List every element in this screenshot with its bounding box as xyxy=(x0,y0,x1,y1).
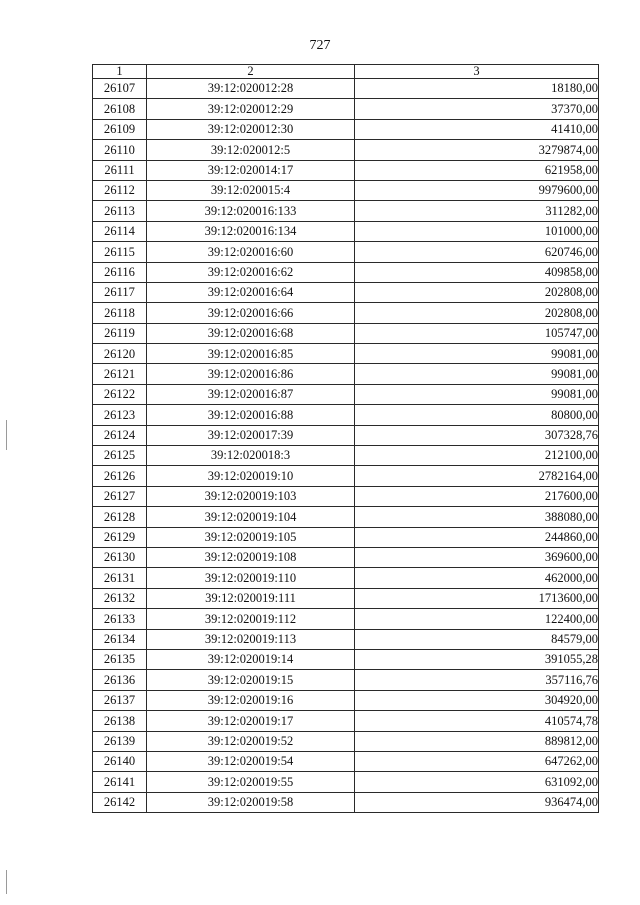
value-cell: 37370,00 xyxy=(355,99,599,119)
table-row xyxy=(93,344,599,364)
table-row xyxy=(93,201,599,221)
row-number-cell: 26138 xyxy=(93,711,147,731)
scan-margin-mark xyxy=(6,420,7,450)
cadastral-number-cell: 39:12:020019:58 xyxy=(147,792,355,812)
row-number-cell: 26116 xyxy=(93,262,147,282)
cadastral-number-cell: 39:12:020019:17 xyxy=(147,711,355,731)
row-number-cell: 26140 xyxy=(93,751,147,771)
table-row xyxy=(93,609,599,629)
value-cell: 244860,00 xyxy=(355,527,599,547)
column-header-value: 3 xyxy=(355,65,599,79)
row-number-cell: 26139 xyxy=(93,731,147,751)
table-row xyxy=(93,99,599,119)
table-row xyxy=(93,262,599,282)
row-number-cell: 26113 xyxy=(93,201,147,221)
value-cell: 410574,78 xyxy=(355,711,599,731)
row-number-cell: 26117 xyxy=(93,282,147,302)
value-cell: 889812,00 xyxy=(355,731,599,751)
header-row xyxy=(93,65,599,79)
cadastral-number-cell: 39:12:020016:60 xyxy=(147,242,355,262)
value-cell: 621958,00 xyxy=(355,160,599,180)
registry-table xyxy=(92,64,599,813)
row-number-cell: 26141 xyxy=(93,772,147,792)
cadastral-number-cell: 39:12:020019:16 xyxy=(147,690,355,710)
cadastral-number-cell: 39:12:020016:62 xyxy=(147,262,355,282)
table-row xyxy=(93,119,599,139)
value-cell: 620746,00 xyxy=(355,242,599,262)
cadastral-number-cell: 39:12:020019:113 xyxy=(147,629,355,649)
table-row xyxy=(93,466,599,486)
value-cell: 41410,00 xyxy=(355,119,599,139)
row-number-cell: 26137 xyxy=(93,690,147,710)
cadastral-number-cell: 39:12:020019:15 xyxy=(147,670,355,690)
value-cell: 1713600,00 xyxy=(355,588,599,608)
cadastral-number-cell: 39:12:020019:112 xyxy=(147,609,355,629)
table-row xyxy=(93,486,599,506)
cadastral-number-cell: 39:12:020019:14 xyxy=(147,649,355,669)
table-row xyxy=(93,384,599,404)
row-number-cell: 26111 xyxy=(93,160,147,180)
value-cell: 369600,00 xyxy=(355,547,599,567)
cadastral-number-cell: 39:12:020019:54 xyxy=(147,751,355,771)
scan-margin-mark xyxy=(6,870,7,894)
value-cell: 212100,00 xyxy=(355,446,599,466)
cadastral-number-cell: 39:12:020012:29 xyxy=(147,99,355,119)
value-cell: 409858,00 xyxy=(355,262,599,282)
cadastral-number-cell: 39:12:020016:64 xyxy=(147,282,355,302)
table-row xyxy=(93,79,599,99)
cadastral-number-cell: 39:12:020012:30 xyxy=(147,119,355,139)
row-number-cell: 26120 xyxy=(93,344,147,364)
value-cell: 122400,00 xyxy=(355,609,599,629)
cadastral-number-cell: 39:12:020016:87 xyxy=(147,384,355,404)
table-row xyxy=(93,160,599,180)
row-number-cell: 26108 xyxy=(93,99,147,119)
row-number-cell: 26133 xyxy=(93,609,147,629)
value-cell: 3279874,00 xyxy=(355,140,599,160)
value-cell: 101000,00 xyxy=(355,221,599,241)
value-cell: 18180,00 xyxy=(355,79,599,99)
cadastral-number-cell: 39:12:020019:108 xyxy=(147,547,355,567)
row-number-cell: 26136 xyxy=(93,670,147,690)
row-number-cell: 26118 xyxy=(93,303,147,323)
cadastral-number-cell: 39:12:020019:52 xyxy=(147,731,355,751)
value-cell: 80800,00 xyxy=(355,405,599,425)
table-row xyxy=(93,731,599,751)
cadastral-number-cell: 39:12:020019:104 xyxy=(147,507,355,527)
value-cell: 105747,00 xyxy=(355,323,599,343)
row-number-cell: 26119 xyxy=(93,323,147,343)
cadastral-number-cell: 39:12:020019:111 xyxy=(147,588,355,608)
cadastral-number-cell: 39:12:020016:133 xyxy=(147,201,355,221)
table-row xyxy=(93,629,599,649)
table-header xyxy=(93,65,599,79)
value-cell: 9979600,00 xyxy=(355,180,599,200)
row-number-cell: 26130 xyxy=(93,547,147,567)
value-cell: 304920,00 xyxy=(355,690,599,710)
row-number-cell: 26126 xyxy=(93,466,147,486)
value-cell: 647262,00 xyxy=(355,751,599,771)
table-row xyxy=(93,446,599,466)
table-row xyxy=(93,527,599,547)
value-cell: 99081,00 xyxy=(355,384,599,404)
value-cell: 217600,00 xyxy=(355,486,599,506)
row-number-cell: 26115 xyxy=(93,242,147,262)
row-number-cell: 26134 xyxy=(93,629,147,649)
row-number-cell: 26142 xyxy=(93,792,147,812)
cadastral-number-cell: 39:12:020014:17 xyxy=(147,160,355,180)
row-number-cell: 26131 xyxy=(93,568,147,588)
table-row xyxy=(93,751,599,771)
table-row xyxy=(93,364,599,384)
table-row xyxy=(93,568,599,588)
row-number-cell: 26125 xyxy=(93,446,147,466)
value-cell: 99081,00 xyxy=(355,364,599,384)
row-number-cell: 26107 xyxy=(93,79,147,99)
value-cell: 462000,00 xyxy=(355,568,599,588)
value-cell: 391055,28 xyxy=(355,649,599,669)
cadastral-number-cell: 39:12:020016:68 xyxy=(147,323,355,343)
value-cell: 357116,76 xyxy=(355,670,599,690)
cadastral-number-cell: 39:12:020019:110 xyxy=(147,568,355,588)
table-row xyxy=(93,690,599,710)
cadastral-number-cell: 39:12:020018:3 xyxy=(147,446,355,466)
value-cell: 99081,00 xyxy=(355,344,599,364)
row-number-cell: 26135 xyxy=(93,649,147,669)
cadastral-number-cell: 39:12:020017:39 xyxy=(147,425,355,445)
value-cell: 388080,00 xyxy=(355,507,599,527)
cadastral-number-cell: 39:12:020015:4 xyxy=(147,180,355,200)
table-row xyxy=(93,649,599,669)
row-number-cell: 26110 xyxy=(93,140,147,160)
row-number-cell: 26127 xyxy=(93,486,147,506)
cadastral-number-cell: 39:12:020012:5 xyxy=(147,140,355,160)
cadastral-number-cell: 39:12:020016:134 xyxy=(147,221,355,241)
table-body xyxy=(93,79,599,813)
cadastral-number-cell: 39:12:020019:103 xyxy=(147,486,355,506)
row-number-cell: 26123 xyxy=(93,405,147,425)
table-row xyxy=(93,303,599,323)
table-row xyxy=(93,588,599,608)
row-number-cell: 26121 xyxy=(93,364,147,384)
cadastral-number-cell: 39:12:020019:55 xyxy=(147,772,355,792)
row-number-cell: 26124 xyxy=(93,425,147,445)
value-cell: 202808,00 xyxy=(355,282,599,302)
cadastral-number-cell: 39:12:020016:85 xyxy=(147,344,355,364)
row-number-cell: 26132 xyxy=(93,588,147,608)
table-row xyxy=(93,670,599,690)
cadastral-number-cell: 39:12:020019:10 xyxy=(147,466,355,486)
value-cell: 936474,00 xyxy=(355,792,599,812)
table-row xyxy=(93,180,599,200)
table-row xyxy=(93,405,599,425)
cadastral-number-cell: 39:12:020012:28 xyxy=(147,79,355,99)
row-number-cell: 26122 xyxy=(93,384,147,404)
table-row xyxy=(93,425,599,445)
cadastral-number-cell: 39:12:020019:105 xyxy=(147,527,355,547)
table-row xyxy=(93,221,599,241)
value-cell: 307328,76 xyxy=(355,425,599,445)
cadastral-number-cell: 39:12:020016:66 xyxy=(147,303,355,323)
column-header-number: 1 xyxy=(93,65,147,79)
column-header-cadastral: 2 xyxy=(147,65,355,79)
table-row xyxy=(93,547,599,567)
value-cell: 84579,00 xyxy=(355,629,599,649)
row-number-cell: 26112 xyxy=(93,180,147,200)
value-cell: 631092,00 xyxy=(355,772,599,792)
table-row xyxy=(93,792,599,812)
table-row xyxy=(93,242,599,262)
table-row xyxy=(93,140,599,160)
row-number-cell: 26109 xyxy=(93,119,147,139)
cadastral-number-cell: 39:12:020016:86 xyxy=(147,364,355,384)
value-cell: 2782164,00 xyxy=(355,466,599,486)
value-cell: 311282,00 xyxy=(355,201,599,221)
row-number-cell: 26129 xyxy=(93,527,147,547)
value-cell: 202808,00 xyxy=(355,303,599,323)
row-number-cell: 26128 xyxy=(93,507,147,527)
table-row xyxy=(93,772,599,792)
table-row xyxy=(93,282,599,302)
row-number-cell: 26114 xyxy=(93,221,147,241)
table-row xyxy=(93,711,599,731)
table-row xyxy=(93,507,599,527)
page-number: 727 xyxy=(309,38,331,53)
cadastral-number-cell: 39:12:020016:88 xyxy=(147,405,355,425)
table-row xyxy=(93,323,599,343)
